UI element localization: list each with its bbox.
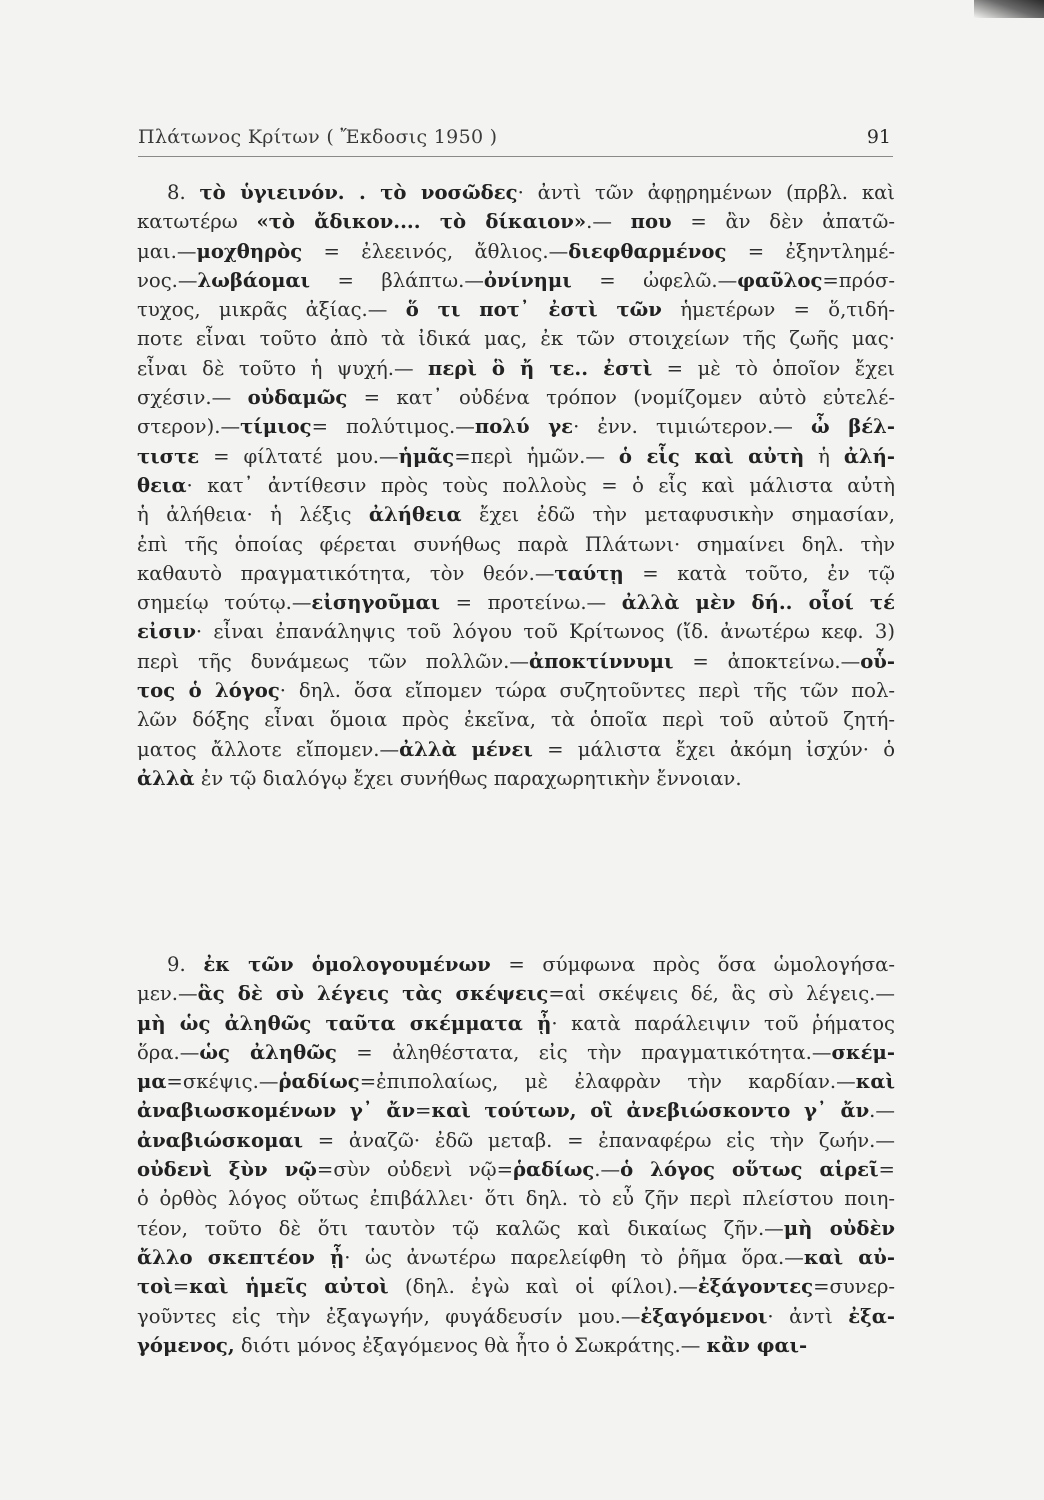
note-number: 9. <box>167 953 204 976</box>
lemma-term: καὶ τούτων, οἳ ἀνεβιώσκοντο γ᾿ ἄν <box>431 1099 870 1123</box>
gloss-text: · εἶναι ἐπανάληψις τοῦ λόγου τοῦ Κρίτωνος (ἴδ. ἀνωτέρω κεφ. 3) <box>195 620 895 644</box>
text-line <box>137 1214 895 1243</box>
text-line <box>137 979 895 1008</box>
lemma-term: ἄλλο σκεπτέον ᾖ <box>137 1245 345 1269</box>
lemma-term: μοχθηρὸς <box>196 239 303 263</box>
lemma-term: ἀναβιωσκομένων γ᾿ ἄν <box>137 1099 416 1123</box>
text-line <box>137 1302 895 1331</box>
text-line <box>137 295 895 324</box>
lemma-term: ὦ βέλ- <box>810 415 895 439</box>
gloss-text: = ἀληθέστατα, εἰς τὴν πραγματικότητα.— <box>336 1040 832 1064</box>
gloss-text: =περὶ ἡμῶν.— <box>454 444 619 468</box>
text-line <box>137 207 895 236</box>
text-line <box>137 266 895 295</box>
gloss-text: · ἀντὶ <box>767 1304 849 1328</box>
gloss-text: μεν.— <box>137 982 198 1006</box>
gloss-text: = ἀποκτείνω.— <box>673 649 861 673</box>
lemma-term: καὶ <box>855 1070 895 1094</box>
lemma-term: θεια <box>137 473 187 497</box>
lemma-term: ἐξα- <box>848 1304 895 1328</box>
text-line <box>137 735 895 764</box>
gloss-text: · ἀντὶ τῶν ἀφῃρημένων (πρβλ. καὶ <box>517 181 895 204</box>
gloss-text: = μάλιστα ἔχει ἀκόμη ἰσχύν· ὁ <box>532 737 895 761</box>
text-line <box>137 1009 895 1038</box>
gloss-text: στερον).— <box>137 415 241 439</box>
text-line <box>137 647 895 676</box>
scan-corner-shadow <box>974 0 1044 18</box>
lemma-term: μα <box>137 1070 167 1094</box>
gloss-text: · κατ᾿ ἀντίθεσιν πρὸς τοὺς πολλοὺς = ὁ εἷς καὶ μάλιστα αὐτὴ <box>186 473 895 497</box>
text-line <box>137 1038 895 1067</box>
gloss-text: τυχος, μικρᾶς ἀξίας.— <box>137 298 406 322</box>
gloss-text: περὶ τῆς δυνάμεως τῶν πολλῶν.— <box>137 649 529 673</box>
gloss-text: =σὺν οὐδενὶ νῷ= <box>316 1158 514 1182</box>
text-line <box>137 1243 895 1272</box>
lemma-term: ὀνίνημι <box>483 268 572 292</box>
lemma-term: ἀλλὰ μὲν δή.. οἷοί τέ <box>621 591 895 615</box>
lemma-term: ἀλλὰ <box>137 766 195 790</box>
gloss-text: ὅρα.— <box>137 1040 200 1064</box>
text-line <box>137 500 895 529</box>
lemma-term: οὗ- <box>860 649 895 673</box>
gloss-text: λῶν δόξης εἶναι ὅμοια πρὸς ἐκεῖνα, τὰ ὁποῖα περὶ τοῦ αὐτοῦ ζητή- <box>137 708 895 732</box>
gloss-text: ὁ ὀρθὸς λόγος οὕτως ἐπιβάλλει· ὅτι δηλ. τὸ εὖ ζῆν περὶ πλείστου ποιη- <box>137 1187 895 1211</box>
text-line <box>137 178 895 207</box>
gloss-text: .— <box>869 1099 895 1123</box>
gloss-text: = κατὰ τοῦτο, ἐν τῷ <box>623 561 895 585</box>
gloss-text: .— <box>586 210 631 234</box>
lemma-term: οὐδαμῶς <box>247 386 348 410</box>
lemma-term: περὶ ὃ ἤ τε.. ἐστὶ <box>428 356 653 380</box>
lemma-term: ταύτῃ <box>554 561 624 585</box>
gloss-text: ματος ἄλλοτε εἴπομεν.— <box>137 737 400 761</box>
note-number: 8. <box>167 181 200 204</box>
lemma-term: τὸ ὑγιεινόν. . τὸ νοσῶδες <box>199 181 518 204</box>
text-line <box>137 588 895 617</box>
gloss-text: = προτείνω.— <box>440 591 622 615</box>
gloss-text: κατωτέρω <box>137 210 257 234</box>
text-line <box>137 950 895 979</box>
gloss-text: = βλάπτω.— <box>309 268 484 292</box>
text-line <box>137 559 895 588</box>
text-line <box>137 764 895 793</box>
gloss-text: =αἱ σκέψεις δέ, ἃς σὺ λέγεις.— <box>548 982 895 1006</box>
gloss-text: = μὲ τὸ ὁποῖον ἔχει <box>652 356 895 380</box>
gloss-text: · δηλ. ὅσα εἴπομεν τώρα συζητοῦντες περὶ τῆς τῶν πολ- <box>279 679 895 703</box>
text-line <box>137 1067 895 1096</box>
text-line <box>137 617 895 646</box>
lemma-term: ἀλήθεια <box>368 503 462 527</box>
text-line <box>137 1331 895 1360</box>
lemma-term: ῥαδίως <box>513 1158 595 1182</box>
gloss-text: ἔχει ἐδῶ τὴν μεταφυσικὴν σημασίαν, <box>461 503 895 527</box>
lemma-term: κἂν φαι- <box>706 1333 808 1357</box>
lemma-term: πολύ γε <box>474 415 574 439</box>
text-line <box>137 705 895 734</box>
lemma-term: οὐδενὶ ξὺν νῷ <box>137 1158 317 1182</box>
lemma-term: τοὶ <box>137 1275 173 1299</box>
text-line <box>137 676 895 705</box>
gloss-text: = ἂν δὲν ἀπατῶ- <box>671 210 895 234</box>
lemma-term: μὴ ὡς ἀληθῶς ταῦτα σκέμματα ᾖ <box>137 1011 552 1035</box>
text-line <box>137 1155 895 1184</box>
lemma-term: καὶ αὐ- <box>803 1245 895 1269</box>
lemma-term: ἐκ τῶν ὁμολογουμένων <box>203 953 491 976</box>
lemma-term: ῥαδίως <box>278 1070 360 1094</box>
text-line <box>137 442 895 471</box>
gloss-text: =ἐπιπολαίως, μὲ ἐλαφρὰν τὴν καρδίαν.— <box>359 1070 856 1094</box>
gloss-text: γοῦντες εἰς τὴν ἐξαγωγήν, φυγάδευσίν μου.— <box>137 1304 641 1328</box>
gloss-text: τέον, τοῦτο δὲ ὅτι ταυτὸν τῷ καλῶς καὶ δικαίως ζῆν.— <box>137 1216 784 1240</box>
gloss-text: μαι.— <box>137 239 197 263</box>
gloss-text: = ἐξηντλημέ- <box>726 239 895 263</box>
gloss-text: = <box>415 1099 432 1123</box>
gloss-text: = πολύτιμος.— <box>311 415 475 439</box>
gloss-text: ἡμετέρων = ὅ,τιδή- <box>661 298 895 322</box>
page-header <box>138 122 893 157</box>
gloss-text: καθαυτὸ πραγματικότητα, τὸν θεόν.— <box>137 561 555 585</box>
text-line <box>137 1272 895 1301</box>
lemma-term: ὁ εἷς καὶ αὐτὴ <box>618 444 805 468</box>
gloss-text: ἡ <box>804 444 844 468</box>
lemma-term: ἀλλὰ μένει <box>399 737 533 761</box>
text-line <box>137 530 895 559</box>
lemma-term: ἀναβιώσκομαι <box>137 1128 304 1152</box>
text-line <box>137 324 895 353</box>
gloss-text: εἶναι δὲ τοῦτο ἡ ψυχή.— <box>137 356 429 380</box>
gloss-text: (δηλ. ἐγὼ καὶ οἱ φίλοι).— <box>388 1275 698 1299</box>
lemma-term: εἰσιν <box>137 620 196 644</box>
gloss-text: νος.— <box>137 268 198 292</box>
gloss-text: .— <box>594 1158 621 1182</box>
lemma-term: καὶ ἡμεῖς αὐτοὶ <box>189 1275 389 1299</box>
gloss-text: σημείῳ τούτῳ.— <box>137 591 312 615</box>
gloss-text: =σκέψις.— <box>166 1070 279 1094</box>
text-line <box>137 354 895 383</box>
lemma-term: τίμιος <box>240 415 312 439</box>
lemma-term: ἀλή- <box>843 444 895 468</box>
gloss-text: = <box>172 1275 190 1299</box>
lemma-term: ὅ τι ποτ᾿ ἐστὶ τῶν <box>405 298 662 322</box>
commentary-note-9 <box>137 950 895 1360</box>
gloss-text: = σύμφωνα πρὸς ὅσα ὡμολογήσα- <box>490 953 895 976</box>
lemma-term: «τὸ ἄδικον.... τὸ δίκαιον» <box>256 210 587 234</box>
lemma-term: λωβάομαι <box>197 268 310 292</box>
lemma-term: μὴ οὐδὲν <box>783 1216 895 1240</box>
lemma-term: γόμενος, <box>137 1333 235 1357</box>
gloss-text: ποτε εἶναι τοῦτο ἀπὸ τὰ ἰδικά μας, ἐκ τῶν στοιχείων τῆς ζωῆς μας· <box>137 327 895 351</box>
text-line <box>137 383 895 412</box>
lemma-term: ἡμᾶς <box>398 444 455 468</box>
page-number: 91 <box>866 126 891 148</box>
gloss-text: · ἐνν. τιμιώτερον.— <box>573 415 811 439</box>
lemma-term: ἐξάγοντες <box>697 1275 814 1299</box>
lemma-term: τος ὁ λόγος <box>137 679 280 703</box>
text-line <box>137 1126 895 1155</box>
gloss-text: διότι μόνος ἐξαγόμενος θὰ ἦτο ὁ Σωκράτης.— <box>234 1333 707 1357</box>
commentary-note-8 <box>137 178 895 793</box>
lemma-term: σκέμ- <box>831 1040 895 1064</box>
lemma-term: τιστε <box>137 444 200 468</box>
text-line <box>137 1096 895 1125</box>
gloss-text: ἐπὶ τῆς ὁποίας φέρεται συνήθως παρὰ Πλάτωνι· σημαίνει δηλ. τὴν <box>137 532 895 556</box>
lemma-term: ἀποκτίννυμι <box>529 649 674 673</box>
lemma-term: διεφθαρμένος <box>568 239 727 263</box>
gloss-text: ἐν τῷ διαλόγῳ ἔχει συνήθως παραχωρητικὴν ἔννοιαν. <box>194 766 742 790</box>
lemma-term: φαῦλος <box>737 268 823 292</box>
gloss-text: = φίλτατέ μου.— <box>199 444 399 468</box>
gloss-text: · κατὰ παράλειψιν τοῦ ῥήματος <box>551 1011 895 1035</box>
gloss-text: = <box>878 1158 895 1182</box>
running-title: Πλάτωνος Κρίτων ( Ἔκδοσις 1950 ) <box>138 126 498 148</box>
lemma-term: ὁ λόγος οὕτως αἱρεῖ <box>620 1158 879 1182</box>
text-line <box>137 471 895 500</box>
lemma-term: ἐξαγόμενοι <box>640 1304 768 1328</box>
lemma-term: ὡς ἀληθῶς <box>199 1040 337 1064</box>
gloss-text: =συνερ- <box>813 1275 895 1299</box>
text-line <box>137 1184 895 1213</box>
gloss-text: · ὡς ἀνωτέρω παρελείφθη τὸ ῥῆμα ὅρα.— <box>344 1245 804 1269</box>
gloss-text: = κατ᾿ οὐδένα τρόπον (νομίζομεν αὐτὸ εὐτελέ- <box>347 386 895 410</box>
text-line <box>137 412 895 441</box>
gloss-text: = ἐλεεινός, ἄθλιος.— <box>302 239 569 263</box>
gloss-text: = ὠφελῶ.— <box>571 268 738 292</box>
gloss-text: σχέσιν.— <box>137 386 248 410</box>
lemma-term: ἃς δὲ σὺ λέγεις τὰς σκέψεις <box>197 982 549 1006</box>
gloss-text: =πρόσ- <box>822 268 895 292</box>
lemma-term: που <box>630 210 672 234</box>
text-line <box>137 237 895 266</box>
gloss-text: = ἀναζῶ· ἐδῶ μεταβ. = ἐπαναφέρω εἰς τὴν ζωήν.— <box>303 1128 895 1152</box>
gloss-text: ἡ ἀλήθεια· ἡ λέξις <box>137 503 369 527</box>
lemma-term: εἰσηγοῦμαι <box>311 591 441 615</box>
